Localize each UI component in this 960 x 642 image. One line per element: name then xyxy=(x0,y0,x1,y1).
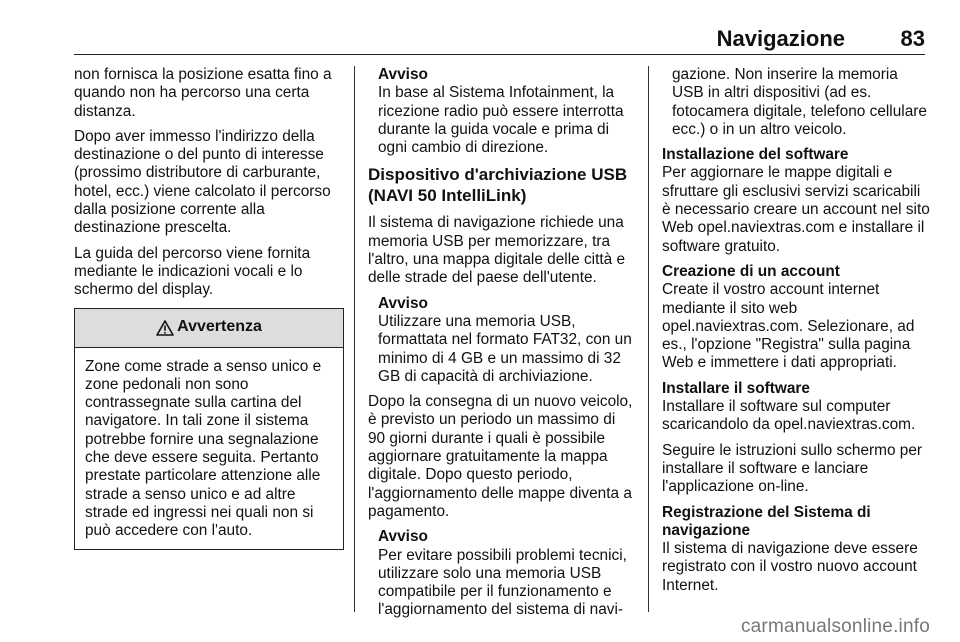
note-title: Avviso xyxy=(378,66,428,83)
page-number: 83 xyxy=(900,26,925,51)
paragraph: Il sistema di navigazione richiede una memoria USB per memorizzare, tra l'altro, una mappa digitale delle città e delle strade del paese dell'utente. xyxy=(368,214,626,287)
page-header xyxy=(74,22,925,55)
section-heading: Dispositivo d'archiviazione USB (NAVI 50 IntelliLink) xyxy=(368,165,628,206)
warning-text: Zone come strade a senso unico e zone pedonali non sono contrassegnate sulla cartina del navigatore. In tali zone il sistema potrebbe fornire una segnalazione che deve essere seguita. Pertanto prestate particolare attenzione alle strade a senso unico e ad altre strade ed ingressi nei quali non si può accedere con l'auto. xyxy=(85,357,322,540)
paragraph: Dopo la consegna di un nuovo veicolo, è previsto un periodo un massimo di 90 giorni durante i quali è possibile aggiornare gratuitamente la mappa digitale. Dopo questo periodo, l'aggiornamento delle mappe diventa a pagamento. xyxy=(368,393,633,520)
watermark: carmanualsonline.info xyxy=(740,616,930,637)
page-title: Navigazione xyxy=(716,26,845,51)
warning-header xyxy=(75,309,343,348)
column-divider xyxy=(354,66,355,612)
column-2 xyxy=(368,66,636,627)
note-continuation: gazione. Non inserire la memoria USB in altri dispositivi (ad es. fotocamera digitale, telefono cellulare ecc.) o in un altro veicolo. xyxy=(672,66,927,138)
warning-box xyxy=(74,308,344,550)
column-1 xyxy=(74,66,344,550)
paragraph: Seguire le istruzioni sullo schermo per installare il software e lanciare l'applicazione on-line. xyxy=(662,441,923,496)
note-block xyxy=(378,295,636,386)
column-3 xyxy=(662,66,930,602)
note-block xyxy=(378,66,636,157)
paragraph: La guida del percorso viene fornita mediante le indicazioni vocali e lo schermo del display. xyxy=(74,244,311,299)
warning-title: Avvertenza xyxy=(177,318,262,336)
subheading: Installazione del software xyxy=(662,146,849,164)
subheading: Registrazione del Sistema di navigazione xyxy=(662,503,871,539)
note-title: Avviso xyxy=(378,294,428,312)
subheading: Creazione di un account xyxy=(662,262,840,280)
paragraph: non fornisca la posizione esatta fino a quando non ha percorso una certa distanza. xyxy=(74,66,332,120)
warning-triangle-icon xyxy=(156,320,174,336)
paragraph: Create il vostro account internet mediante il sito web opel.naviextras.com. Selezionare, ad es., l'opzione "Registra" sulla pagina Web e immettere i dati appropriati. xyxy=(662,281,915,372)
note-text: Utilizzare una memoria USB, formattata nel formato FAT32, con un minimo di 4 GB e un massimo di 32 GB di capacità di archiviazione. xyxy=(378,312,632,385)
paragraph: Installare il software sul computer scaricandolo da opel.naviextras.com. xyxy=(662,398,916,434)
note-text: Per evitare possibili problemi tecnici, utilizzare solo una memoria USB compatibile per il funzionamento e l'aggiornamento del sistema di navi- xyxy=(378,546,627,619)
paragraph: Per aggiornare le mappe digitali e sfruttare gli esclusivi servizi scaricabili è necessario creare un account nel sito Web opel.naviextras.com e installare il software gratuito. xyxy=(662,164,930,255)
note-text: In base al Sistema Infotainment, la ricezione radio può essere interrotta durante la guida vocale e prima di ogni cambio di direzione. xyxy=(378,84,624,157)
paragraph: Dopo aver immesso l'indirizzo della destinazione o del punto di interesse (prossimo distributore di carburante, hotel, ecc.) viene calcolato il percorso dalla posizione corrente alla destinazione prescelta. xyxy=(74,127,331,237)
column-divider xyxy=(648,66,649,612)
note-block xyxy=(378,528,636,619)
paragraph: Il sistema di navigazione deve essere registrato con il vostro nuovo account Internet. xyxy=(662,540,918,594)
note-title: Avviso xyxy=(378,528,428,546)
subheading: Installare il software xyxy=(662,379,810,397)
